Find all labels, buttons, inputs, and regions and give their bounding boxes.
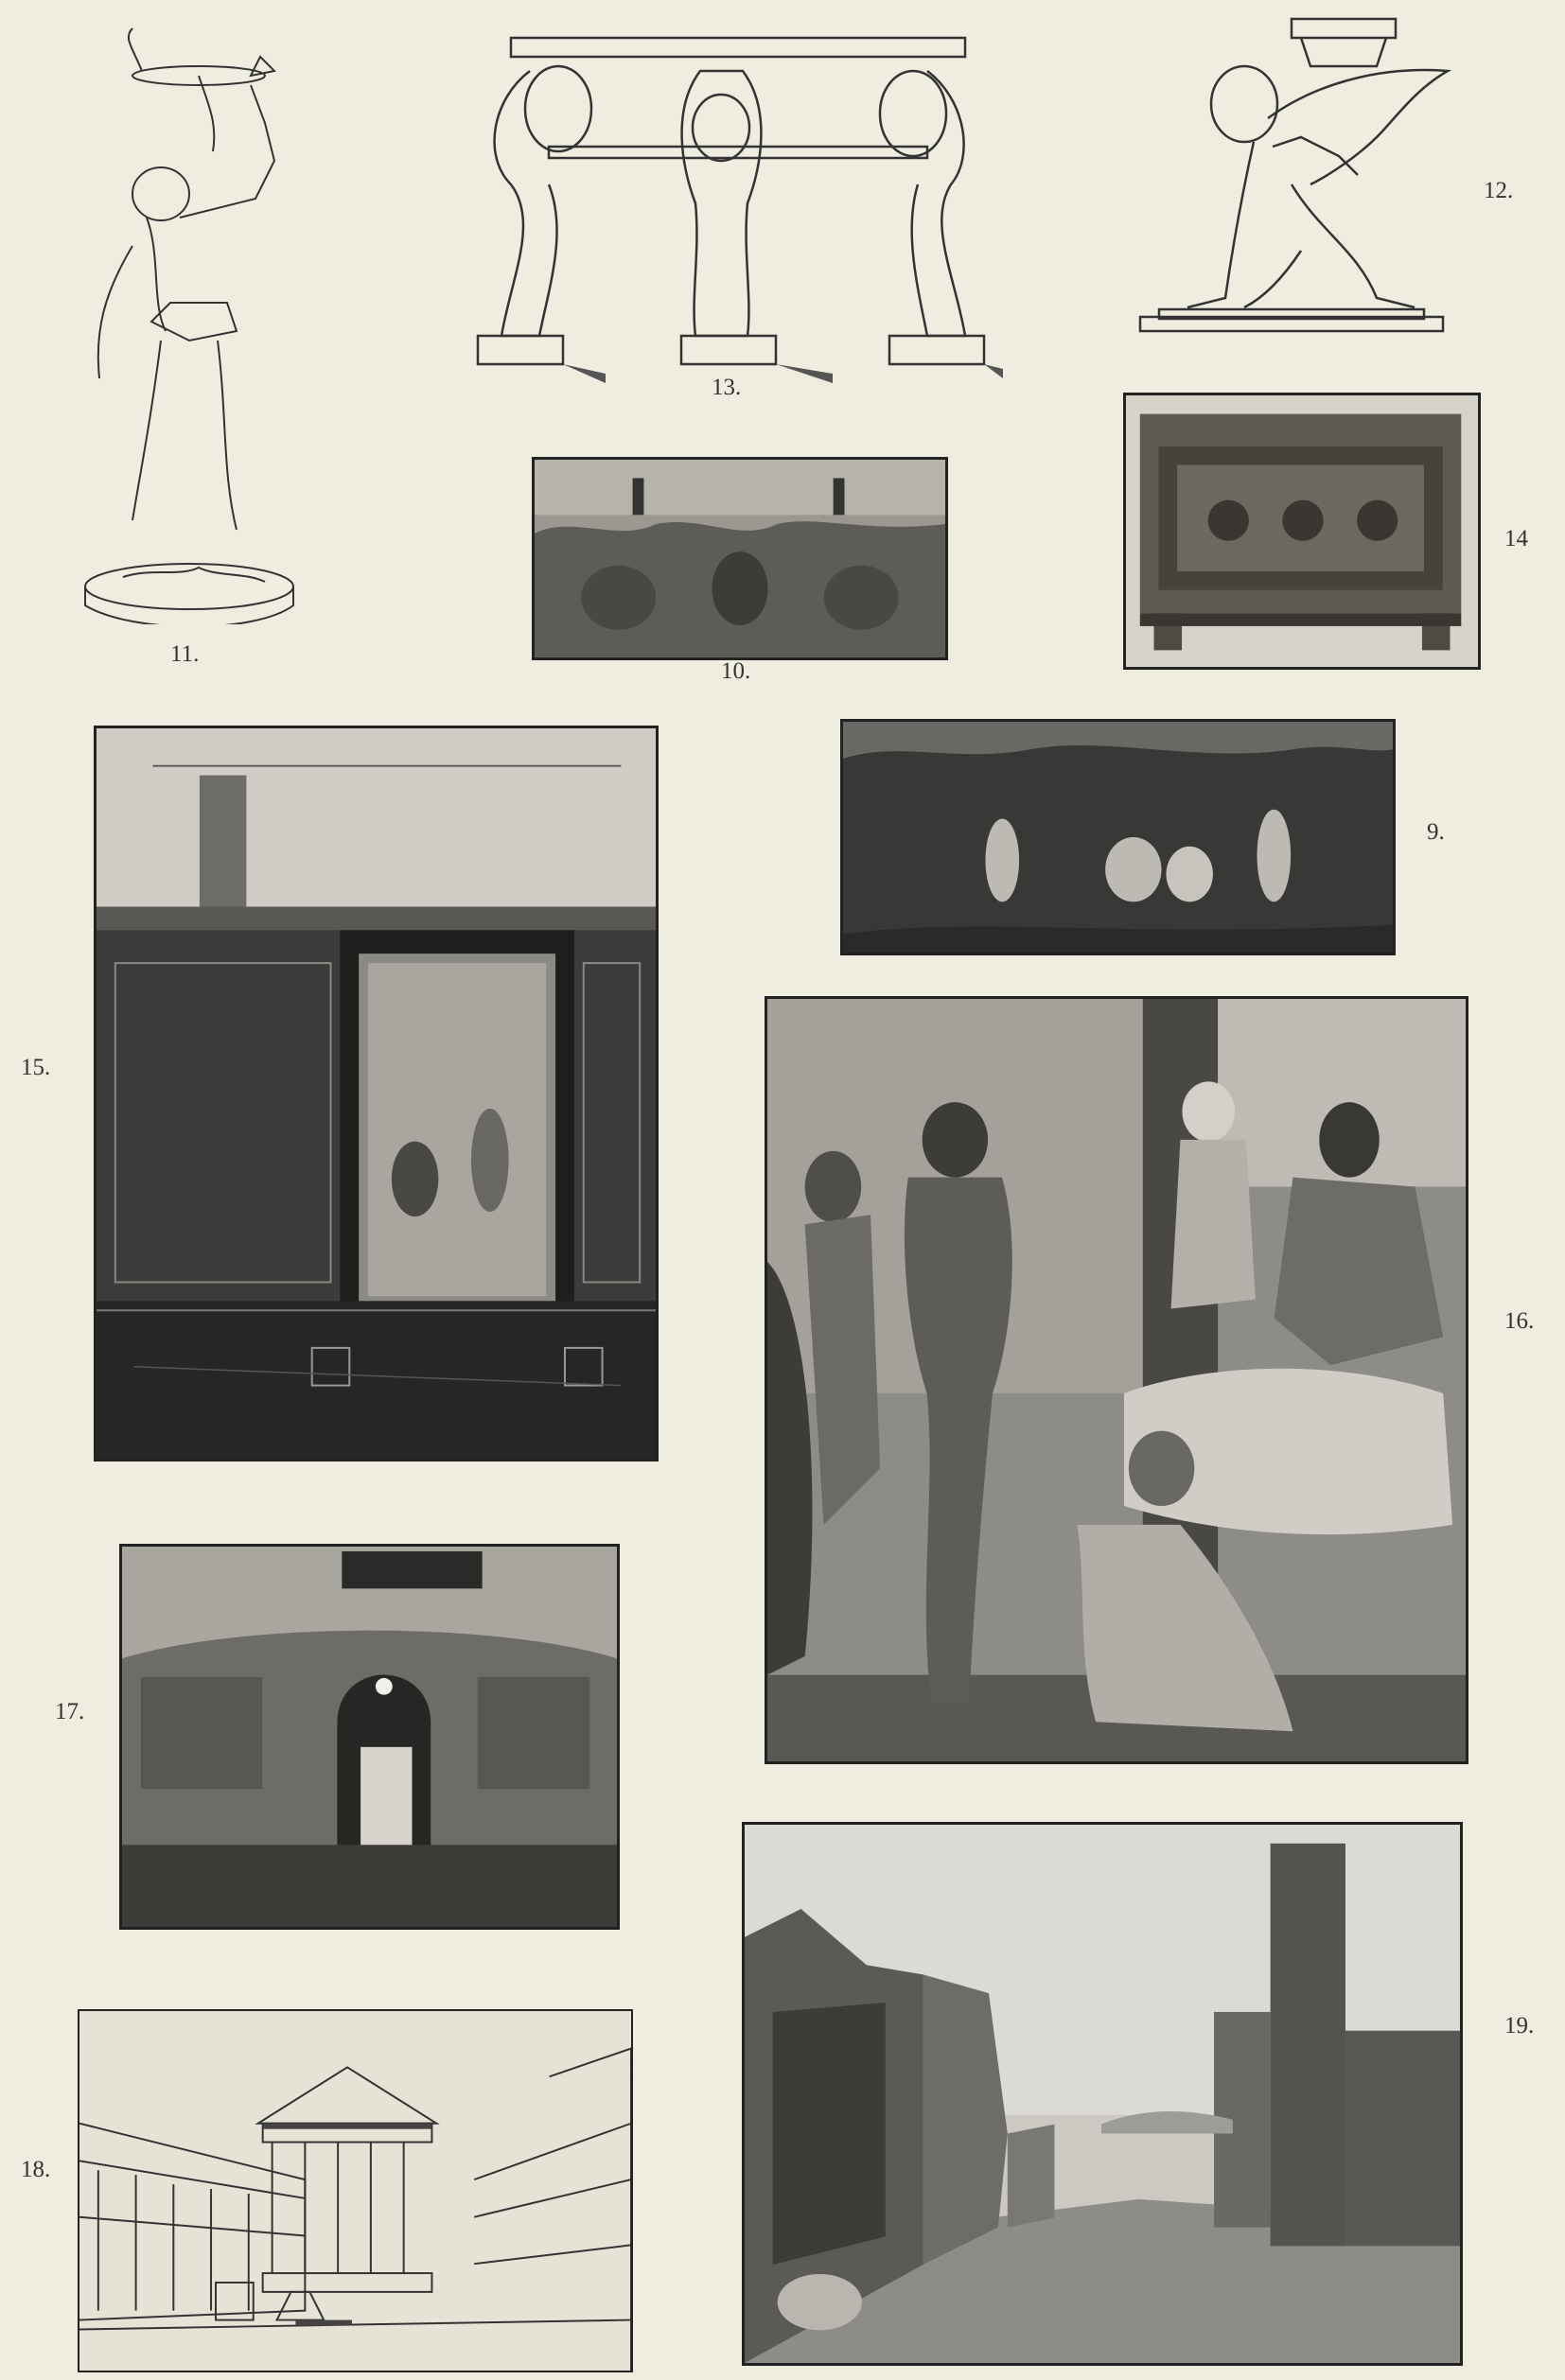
figure-11-satyr-statue	[57, 19, 341, 624]
figure-number: 15.	[21, 1055, 51, 1080]
figure-number: 11.	[170, 641, 200, 667]
figure-9-cupids-frieze-photo	[840, 719, 1396, 955]
sphinx-drawing	[1131, 14, 1452, 355]
figure-number: 16.	[1504, 1308, 1535, 1334]
lion-table-drawing	[473, 33, 1003, 383]
figure-number: 9.	[1427, 819, 1445, 845]
figure-18-temple-reconstruction	[78, 2009, 633, 2372]
figure-15-painted-wall-photo	[94, 726, 659, 1461]
figure-19-ruined-street-photo	[742, 1822, 1463, 2366]
satyr-statue-drawing	[57, 19, 341, 624]
figure-14-chest-photo	[1123, 393, 1481, 670]
figure-number: 10.	[721, 658, 751, 684]
figure-number: 18.	[21, 2157, 51, 2182]
figure-number: 17.	[55, 1699, 85, 1724]
figure-10-frieze-photo	[532, 457, 948, 660]
figure-number: 12.	[1484, 178, 1514, 203]
figure-16-mythological-painting-photo	[765, 996, 1468, 1764]
figure-17-vaulted-interior-photo	[119, 1544, 620, 1930]
figure-number: 14	[1504, 526, 1528, 551]
figure-13-lion-table	[473, 33, 1003, 383]
figure-12-sphinx	[1131, 14, 1452, 355]
figure-number: 13.	[712, 375, 742, 400]
figure-number: 19.	[1504, 2013, 1535, 2039]
